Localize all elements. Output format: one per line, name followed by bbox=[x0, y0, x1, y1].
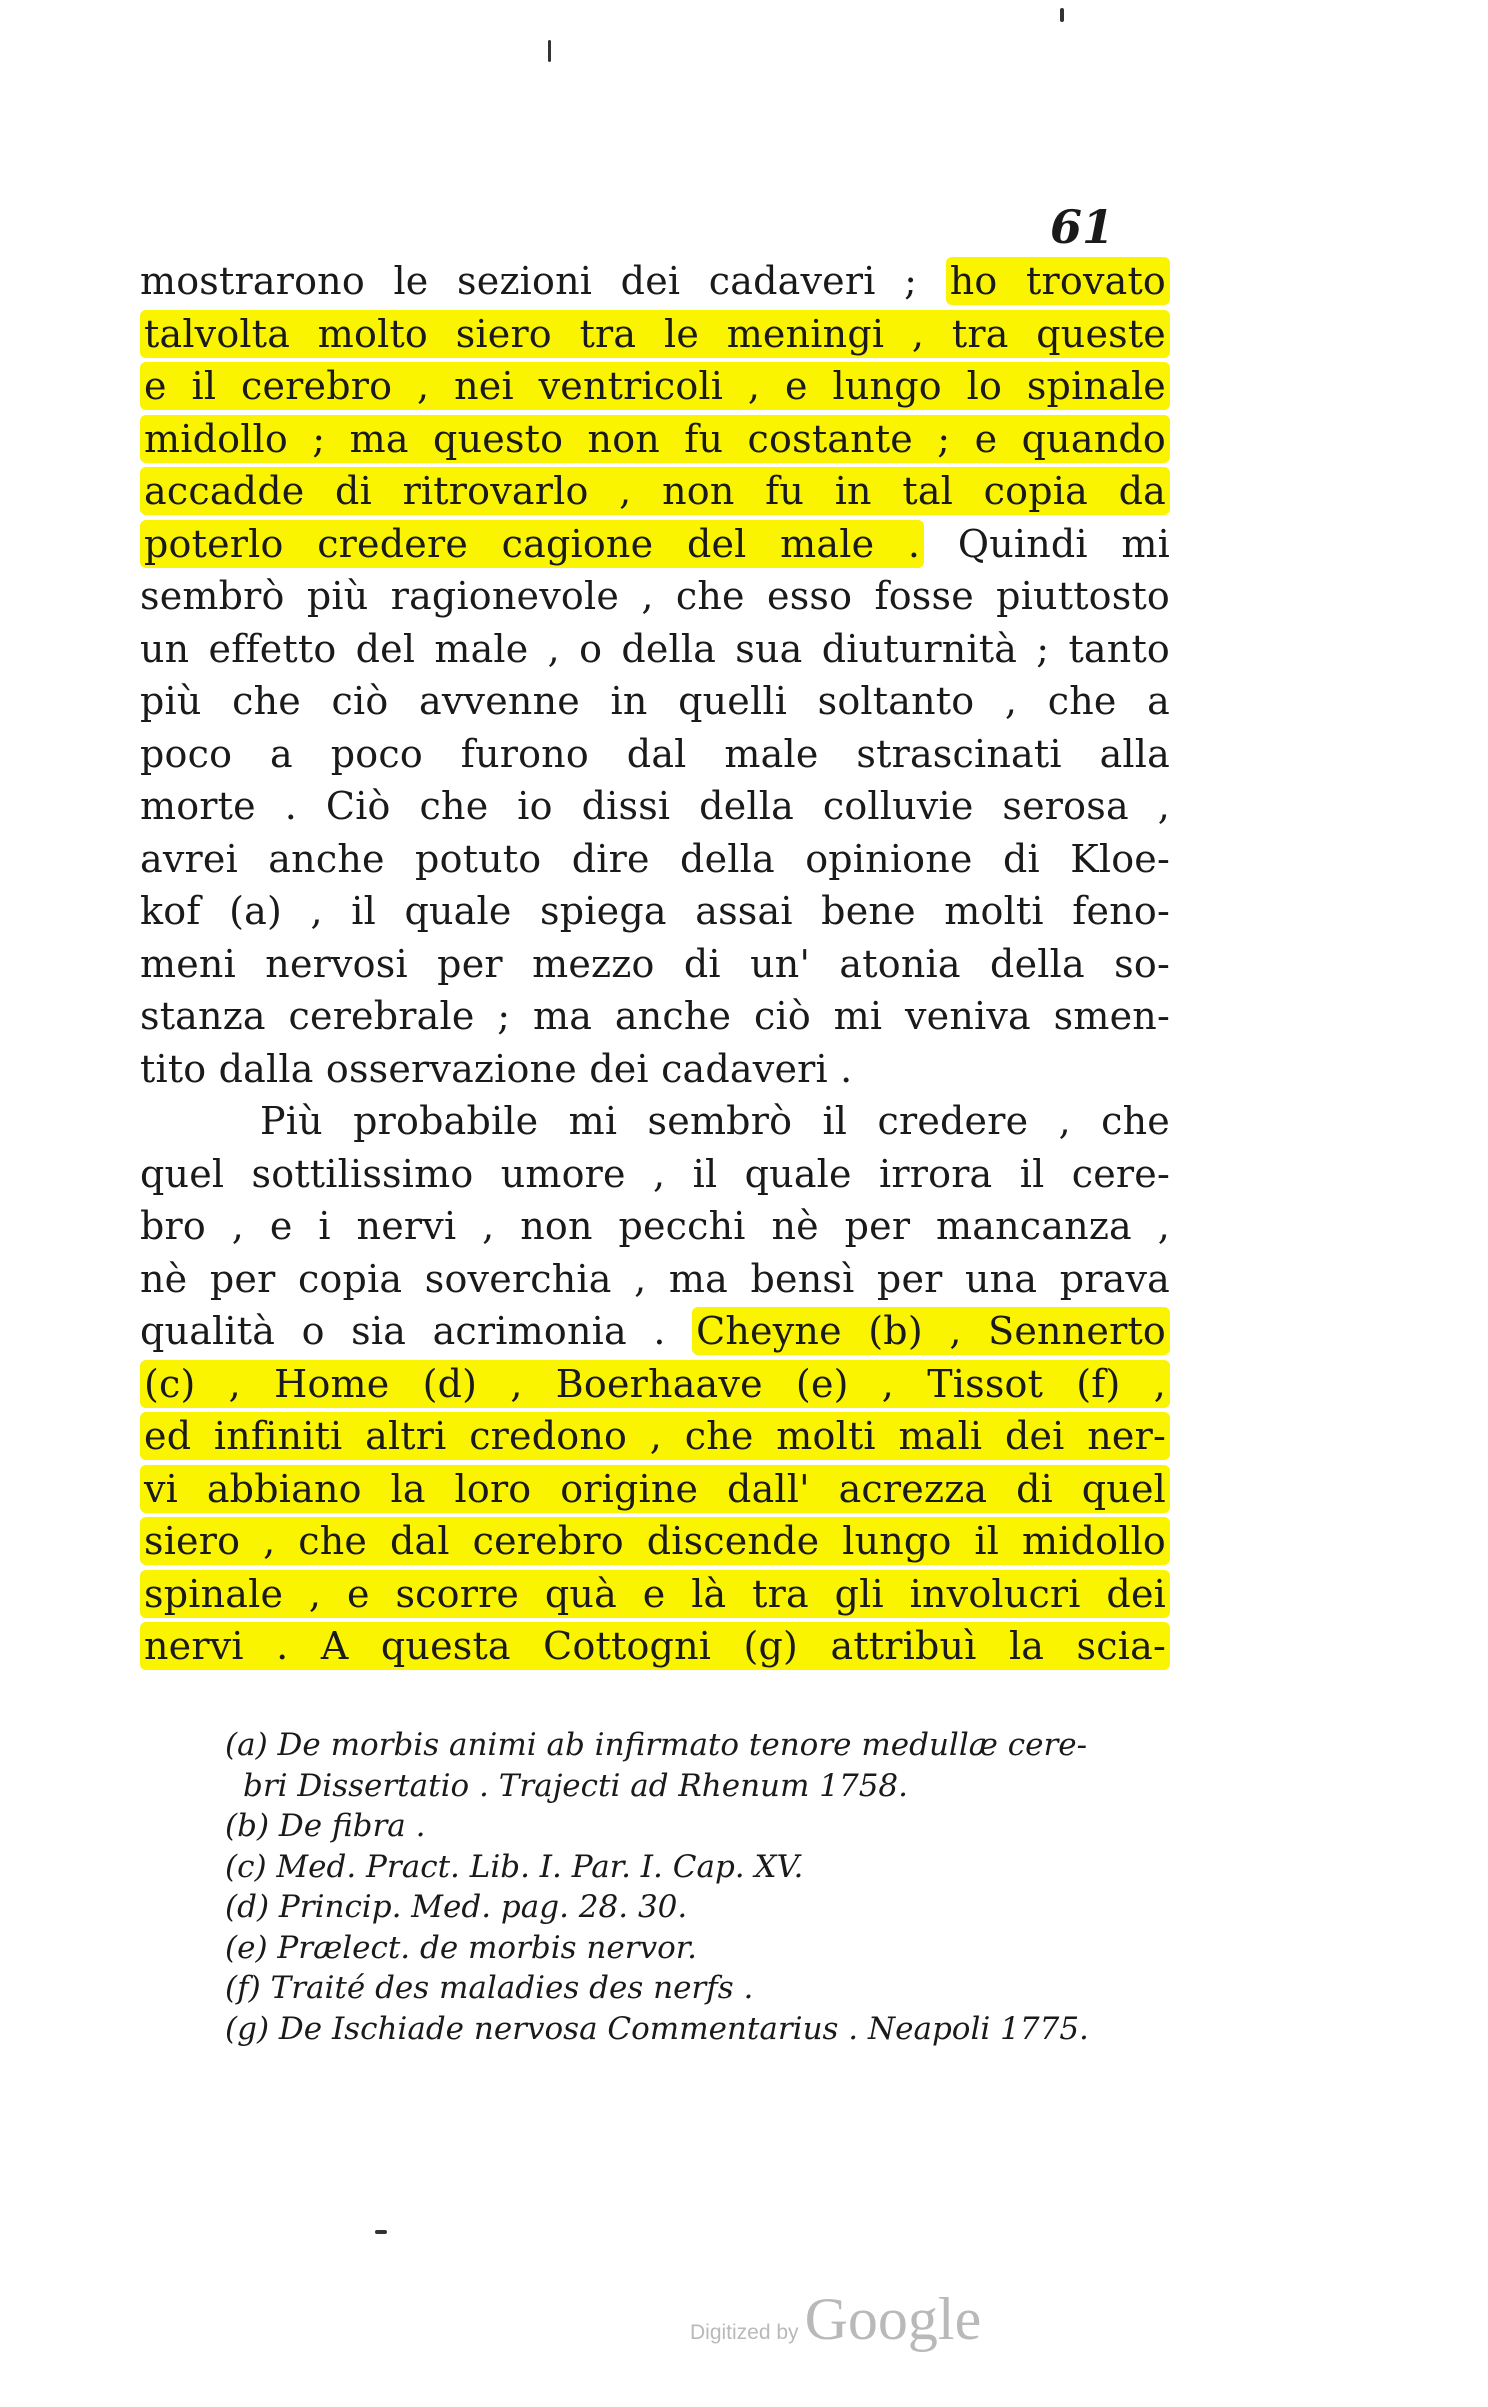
text-span: Più probabile mi sembrò il credere , che bbox=[260, 1099, 1170, 1143]
footnote: (d) Princip. Med. pag. 28. 30. bbox=[225, 1889, 688, 1925]
text-span: mostrarono le sezioni dei cadaveri ; bbox=[140, 259, 946, 303]
text-span: un effetto del male , o della sua diuturnità ; tanto bbox=[140, 626, 1170, 671]
text-span: quel sottilissimo umore , il quale irrora il cere- bbox=[140, 1151, 1170, 1196]
text-line bbox=[140, 623, 1170, 676]
footnote: (g) De Ischiade nervosa Commentarius . Neapoli 1775. bbox=[225, 2010, 1089, 2047]
text-line bbox=[140, 308, 1170, 361]
text-span: avrei anche potuto dire della opinione di Kloe- bbox=[140, 836, 1170, 881]
text-line bbox=[140, 938, 1170, 991]
text-line bbox=[140, 833, 1170, 886]
text-line bbox=[140, 1200, 1170, 1253]
text-span: Quindi mi bbox=[924, 521, 1171, 566]
text-span: più che ciò avvenne in quelli soltanto , che a bbox=[140, 679, 1170, 723]
text-line bbox=[140, 1305, 1170, 1358]
body-text bbox=[140, 255, 1170, 1673]
scan-speck bbox=[548, 40, 551, 62]
footnotes bbox=[225, 1725, 1185, 2049]
text-line bbox=[140, 1095, 1170, 1148]
highlighted-text: spinale , e scorre quà e là tra gli involucri dei bbox=[140, 1570, 1170, 1618]
text-span: bro , e i nervi , non pecchi nè per mancanza , bbox=[140, 1204, 1170, 1248]
text-line bbox=[140, 990, 1170, 1043]
highlighted-text: accadde di ritrovarlo , non fu in tal copia da bbox=[140, 467, 1170, 515]
text-line bbox=[140, 413, 1170, 466]
highlighted-text: talvolta molto siero tra le meningi , tra queste bbox=[140, 310, 1170, 358]
text-line bbox=[140, 465, 1170, 518]
footnote: (e) Prælect. de morbis nervor. bbox=[225, 1929, 698, 1966]
highlighted-text: vi abbiano la loro origine dall' acrezza di quel bbox=[140, 1465, 1170, 1513]
text-span: stanza cerebrale ; ma anche ciò mi veniva smen- bbox=[140, 994, 1170, 1038]
text-line bbox=[140, 1253, 1170, 1306]
highlighted-text: poterlo credere cagione del male . bbox=[140, 520, 924, 568]
highlighted-text: ed infiniti altri credono , che molti mali dei ner- bbox=[140, 1412, 1170, 1460]
text-span: kof (a) , il quale spiega assai bene molti feno- bbox=[140, 889, 1170, 933]
digitized-by-label: Digitized by bbox=[690, 2321, 799, 2344]
footnote: bri Dissertatio . Trajecti ad Rhenum 1758. bbox=[243, 1767, 909, 1804]
text-span: meni nervosi per mezzo di un' atonia della so- bbox=[140, 941, 1170, 986]
text-line bbox=[140, 1148, 1170, 1201]
text-line bbox=[140, 570, 1170, 623]
text-line bbox=[140, 1043, 1170, 1096]
text-line bbox=[140, 1568, 1170, 1621]
scan-speck bbox=[375, 2230, 387, 2234]
text-span: poco a poco furono dal male strascinati alla bbox=[140, 731, 1170, 776]
text-line bbox=[140, 1463, 1170, 1516]
text-span: morte . Ciò che io dissi della colluvie serosa , bbox=[140, 784, 1170, 828]
text-line bbox=[140, 780, 1170, 833]
text-line bbox=[140, 518, 1170, 571]
highlighted-text: ho trovato bbox=[946, 257, 1170, 305]
text-line bbox=[140, 885, 1170, 938]
text-line bbox=[140, 728, 1170, 781]
highlighted-text: midollo ; ma questo non fu costante ; e quando bbox=[140, 415, 1170, 463]
highlighted-text: Cheyne (b) , Sennerto bbox=[692, 1307, 1170, 1355]
digitized-by-google-stamp bbox=[690, 2285, 981, 2354]
text-span: nè per copia soverchia , ma bensì per una prava bbox=[140, 1256, 1170, 1301]
footnote: (c) Med. Pract. Lib. I. Par. I. Cap. XV. bbox=[225, 1848, 804, 1885]
text-line bbox=[140, 255, 1170, 308]
footnote: (f) Traité des maladies des nerfs . bbox=[225, 1970, 754, 2006]
text-line bbox=[140, 360, 1170, 413]
highlighted-text: siero , che dal cerebro discende lungo il midollo bbox=[140, 1517, 1170, 1565]
text-line bbox=[140, 675, 1170, 728]
footnote: (a) De morbis animi ab infirmato tenore medullæ cere- bbox=[225, 1727, 1088, 1763]
footnote: (b) De fibra . bbox=[225, 1808, 426, 1844]
highlighted-text: e il cerebro , nei ventricoli , e lungo lo spinale bbox=[140, 362, 1170, 410]
highlighted-text: (c) , Home (d) , Boerhaave (e) , Tissot (f) , bbox=[140, 1360, 1170, 1408]
text-line bbox=[140, 1515, 1170, 1568]
text-line bbox=[140, 1410, 1170, 1463]
text-line bbox=[140, 1620, 1170, 1673]
text-span: qualità o sia acrimonia . bbox=[140, 1309, 693, 1353]
page-number: 61 bbox=[1050, 200, 1115, 254]
text-span: sembrò più ragionevole , che esso fosse piuttosto bbox=[140, 574, 1170, 618]
google-logo: Google bbox=[804, 2286, 982, 2352]
text-span: tito dalla osservazione dei cadaveri . bbox=[140, 1046, 853, 1091]
highlighted-text: nervi . A questa Cottogni (g) attribuì la scia- bbox=[140, 1622, 1170, 1670]
scan-speck bbox=[1060, 8, 1064, 22]
text-line bbox=[140, 1358, 1170, 1411]
